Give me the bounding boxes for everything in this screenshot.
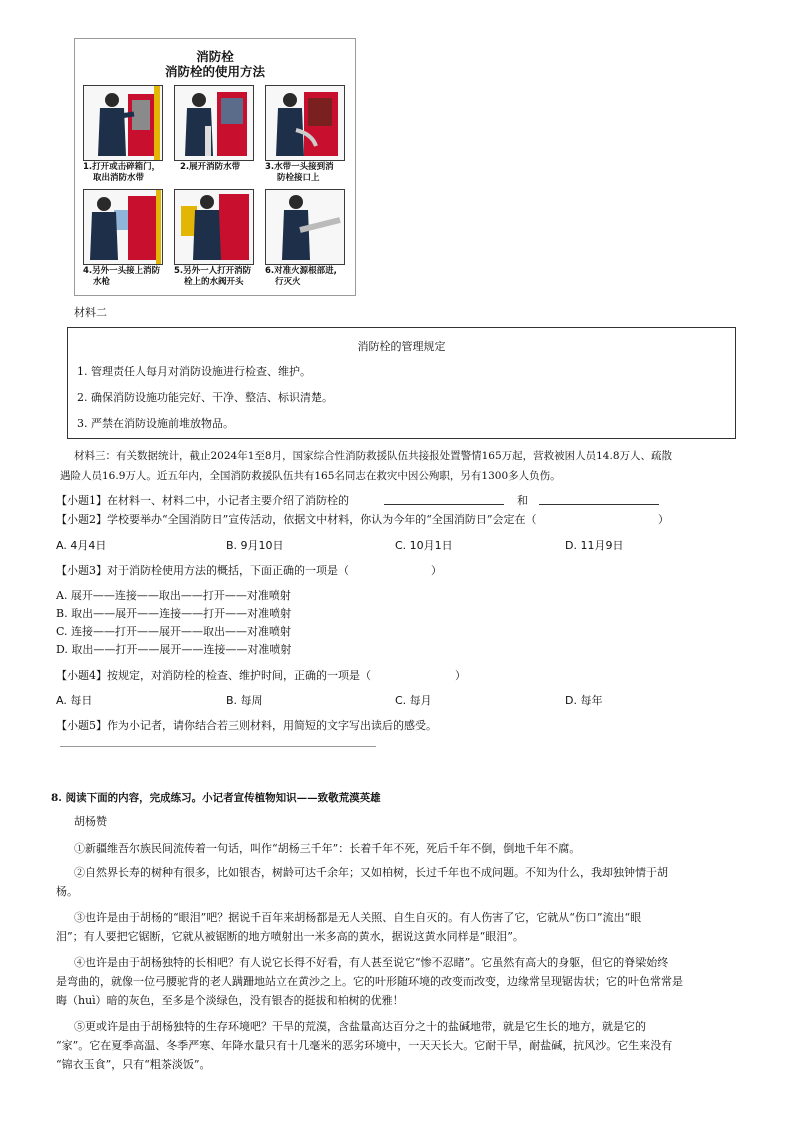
option[interactable]: D. 11月9日 (565, 539, 624, 552)
fire-hydrant-poster (74, 38, 356, 296)
step-1-caption: 1.打开或击碎箱门， 取出消防水带 (83, 162, 161, 183)
question-4: 【小题4】按规定，对消防栓的检查、维护时间，正确的一项是（ (56, 669, 371, 682)
option[interactable]: B. 每周 (226, 694, 263, 707)
question-1-and: 和 (517, 494, 528, 507)
option[interactable]: A. 展开——连接——取出——打开——对准喷射 (56, 589, 291, 602)
option[interactable]: C. 连接——打开——展开——取出——对准喷射 (56, 625, 292, 638)
paragraph-4-cont: 是弯曲的，就像一位弓腰驼背的老人蹒跚地站立在黄沙之上。它的叶形随环境的改变而改变，边缘常呈现锯齿状；它的叶色常常是 (56, 975, 683, 988)
step-5-caption: 5.另外一人打开消防 栓上的水阀开头 (174, 266, 252, 287)
paragraph-4: ④也许是由于胡杨独特的长相吧？有人说它长得不好看，有人甚至说它“惨不忍睹”。它虽然有高大的身躯，但它的脊梁始终 (74, 956, 669, 969)
poster-title: 消防栓 (196, 49, 234, 64)
section-8-heading: 8. 阅读下面的内容，完成练习。小记者宣传植物知识——致敬荒漠英雄 (51, 792, 381, 804)
question-4-close: ） (455, 669, 466, 682)
step-6-caption: 6.对准火源根部进, 行灭火 (265, 266, 337, 287)
step-5-illustration (174, 189, 254, 265)
question-5: 【小题5】作为小记者，请你结合若三则材料，用简短的文字写出读后的感受。 (56, 719, 437, 732)
paragraph-2-cont: 杨。 (56, 885, 78, 898)
answer-blank[interactable] (539, 504, 659, 505)
question-2-close: ） (658, 513, 669, 526)
paragraph-4-cont: 晦（huì）暗的灰色，至多是个淡绿色，没有银杏的挺拔和柏树的优雅！ (56, 994, 404, 1007)
step-4-caption: 4.另外一头接上消防 水枪 (83, 266, 161, 287)
paragraph-3: ③也许是由于胡杨的“眼泪”吧？据说千百年来胡杨都是无人关照、自生自灭的。有人伤害了它，它就从“伤口”流出“眼 (74, 911, 642, 924)
rules-box (67, 327, 736, 439)
paragraph-1: ①新疆维吾尔族民间流传着一句话，叫作“胡杨三千年”：长着千年不死，死后千年不倒，倒地千年不腐。 (74, 842, 581, 855)
poster-subtitle: 消防栓的使用方法 (164, 64, 265, 79)
article-title: 胡杨赞 (74, 815, 107, 828)
material-2-label: 材料二 (74, 306, 107, 319)
step-6-illustration (265, 189, 345, 265)
step-2-illustration (174, 85, 254, 161)
option[interactable]: B. 取出——展开——连接——打开——对准喷射 (56, 607, 292, 620)
step-3-caption: 3.水带一头接到消 防栓接口上 (265, 162, 334, 183)
option[interactable]: A. 每日 (56, 694, 93, 707)
answer-blank[interactable] (60, 746, 376, 747)
paragraph-5-cont: “家”。它在夏季高温、冬季严寒、年降水量只有十几毫米的恶劣环境中，一天天长大。它耐干旱，耐盐碱，抗风沙。它生来没有 (56, 1039, 673, 1052)
step-4-illustration (83, 189, 163, 265)
material-3-line: 遇险人员16.9万人。近五年内，全国消防救援队伍共有165名同志在救灾中因公殉职，另有1300多人负伤。 (60, 470, 561, 482)
question-2: 【小题2】学校要举办“全国消防日”宣传活动，依据文中材料，你认为今年的“全国消防日”会定在（ (56, 513, 537, 526)
question-1: 【小题1】在材料一、材料二中，小记者主要介绍了消防栓的 (56, 494, 349, 507)
paragraph-3-cont: 泪”；有人要把它锯断，它就从被锯断的地方喷射出一米多高的黄水，据说这黄水同样是“眼泪”。 (56, 930, 524, 943)
rule-item: 3. 严禁在消防设施前堆放物品。 (77, 417, 234, 430)
question-3-close: ） (431, 564, 442, 577)
step-2-caption: 2.展开消防水带 (180, 162, 241, 172)
option[interactable]: D. 每年 (565, 694, 603, 707)
rule-item: 1. 管理责任人每月对消防设施进行检查、维护。 (77, 365, 311, 378)
paragraph-5-cont: “锦衣玉食”，只有“粗茶淡饭”。 (56, 1058, 211, 1071)
question-3: 【小题3】对于消防栓使用方法的概括，下面正确的一项是（ (56, 564, 349, 577)
step-1-illustration (83, 85, 163, 161)
rules-title: 消防栓的管理规定 (357, 340, 446, 353)
option[interactable]: C. 10月1日 (395, 539, 453, 552)
option[interactable]: B. 9月10日 (226, 539, 284, 552)
step-3-illustration (265, 85, 345, 161)
option[interactable]: A. 4月4日 (56, 539, 107, 552)
answer-blank[interactable] (384, 504, 504, 505)
paragraph-5: ⑤更或许是由于胡杨独特的生存环境吧？干旱的荒漠，含盐量高达百分之十的盐碱地带，就是它生长的地方，就是它的 (74, 1020, 646, 1033)
material-3-line: 材料三：有关数据统计，截止2024年1至8月，国家综合性消防救援队伍共接报处置警情165万起，营救被困人员14.8万人、疏散 (74, 450, 673, 462)
option[interactable]: D. 取出——打开——展开——连接——对准喷射 (56, 643, 292, 656)
rule-item: 2. 确保消防设施功能完好、干净、整洁、标识清楚。 (77, 391, 333, 404)
paragraph-2: ②自然界长寿的树种有很多，比如银杏，树龄可达千余年；又如柏树，长过千年也不成问题。不知为什么，我却独钟情于胡 (74, 866, 668, 879)
option[interactable]: C. 每月 (395, 694, 432, 707)
